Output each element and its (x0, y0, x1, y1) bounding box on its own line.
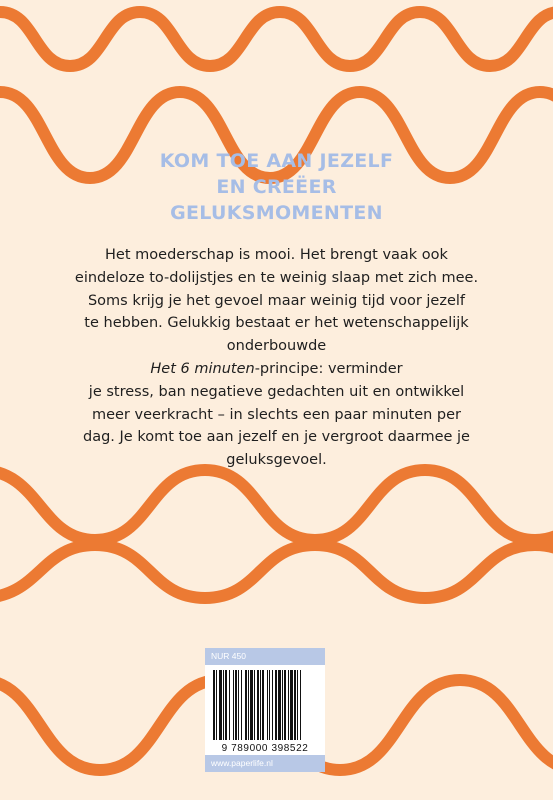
barcode-bar (290, 670, 293, 740)
barcode-bar (250, 670, 253, 740)
heading-line-2: EN CREËER (216, 176, 337, 198)
barcode-bar (269, 670, 270, 740)
barcode-bar (297, 670, 298, 740)
blurb-line-rest: -principe: verminder (254, 360, 403, 377)
isbn-barcode (205, 665, 325, 755)
book-title-italic: Het 6 minuten (150, 360, 255, 377)
wave-middle (0, 470, 553, 540)
barcode-bars (209, 670, 321, 740)
blurb-line (70, 358, 483, 381)
blurb-line: Het moederschap is mooi. Het brengt vaak ook (105, 247, 448, 263)
blurb-line: onderbouwde (226, 338, 327, 355)
nur-code: NUR 450 (205, 648, 325, 665)
barcode-bar (248, 670, 249, 740)
barcode-bar (241, 670, 242, 740)
barcode-bar (284, 670, 286, 740)
barcode-bar (225, 670, 227, 740)
barcode-bar (260, 670, 261, 740)
barcode-block (205, 648, 325, 772)
barcode-bar (238, 670, 239, 740)
barcode-bar (282, 670, 283, 740)
blurb-line: meer veerkracht – in slechts een paar minuten per (91, 406, 462, 423)
wave-top (0, 12, 553, 66)
blurb-line: te hebben. Gelukkig bestaat er het wetenschappelijk (84, 315, 469, 332)
barcode-bar (288, 670, 289, 740)
publisher-website: www.paperlife.nl (205, 755, 325, 772)
barcode-bar (254, 670, 255, 740)
back-cover-blurb (70, 244, 483, 472)
blurb-line: je stress, ban negatieve gedachten uit en ontwikkel (88, 383, 465, 400)
barcode-bar (294, 670, 296, 740)
barcode-bar (267, 670, 268, 740)
barcode-bar (213, 670, 215, 740)
back-cover-heading (0, 148, 553, 226)
barcode-bar (223, 670, 224, 740)
blurb-line: Soms krijg je het gevoel maar weinig tijd voor jezelf (87, 292, 466, 309)
blurb-line: geluksgevoel. (226, 452, 327, 469)
barcode-bar (300, 670, 301, 740)
barcode-bar (275, 670, 277, 740)
isbn-number: 9 789000 398522 (221, 743, 309, 754)
barcode-bar (235, 670, 237, 740)
blurb-line: eindeloze to-dolijstjes en te weinig slaap met zich mee. (74, 269, 479, 286)
barcode-bar (216, 670, 217, 740)
barcode-bar (229, 670, 230, 740)
barcode-bar (219, 670, 222, 740)
heading-line-1: KOM TOE AAN JEZELF (159, 150, 394, 172)
blurb-line: dag. Je komt toe aan jezelf en je vergroot daarmee je (83, 429, 470, 446)
barcode-bar (257, 670, 259, 740)
barcode-bar (233, 670, 234, 740)
barcode-bar (272, 670, 273, 740)
heading-line-3: GELUKSMOMENTEN (170, 202, 383, 224)
barcode-bar (262, 670, 264, 740)
barcode-bar (245, 670, 247, 740)
wave-lower (0, 545, 553, 598)
barcode-bar (278, 670, 281, 740)
